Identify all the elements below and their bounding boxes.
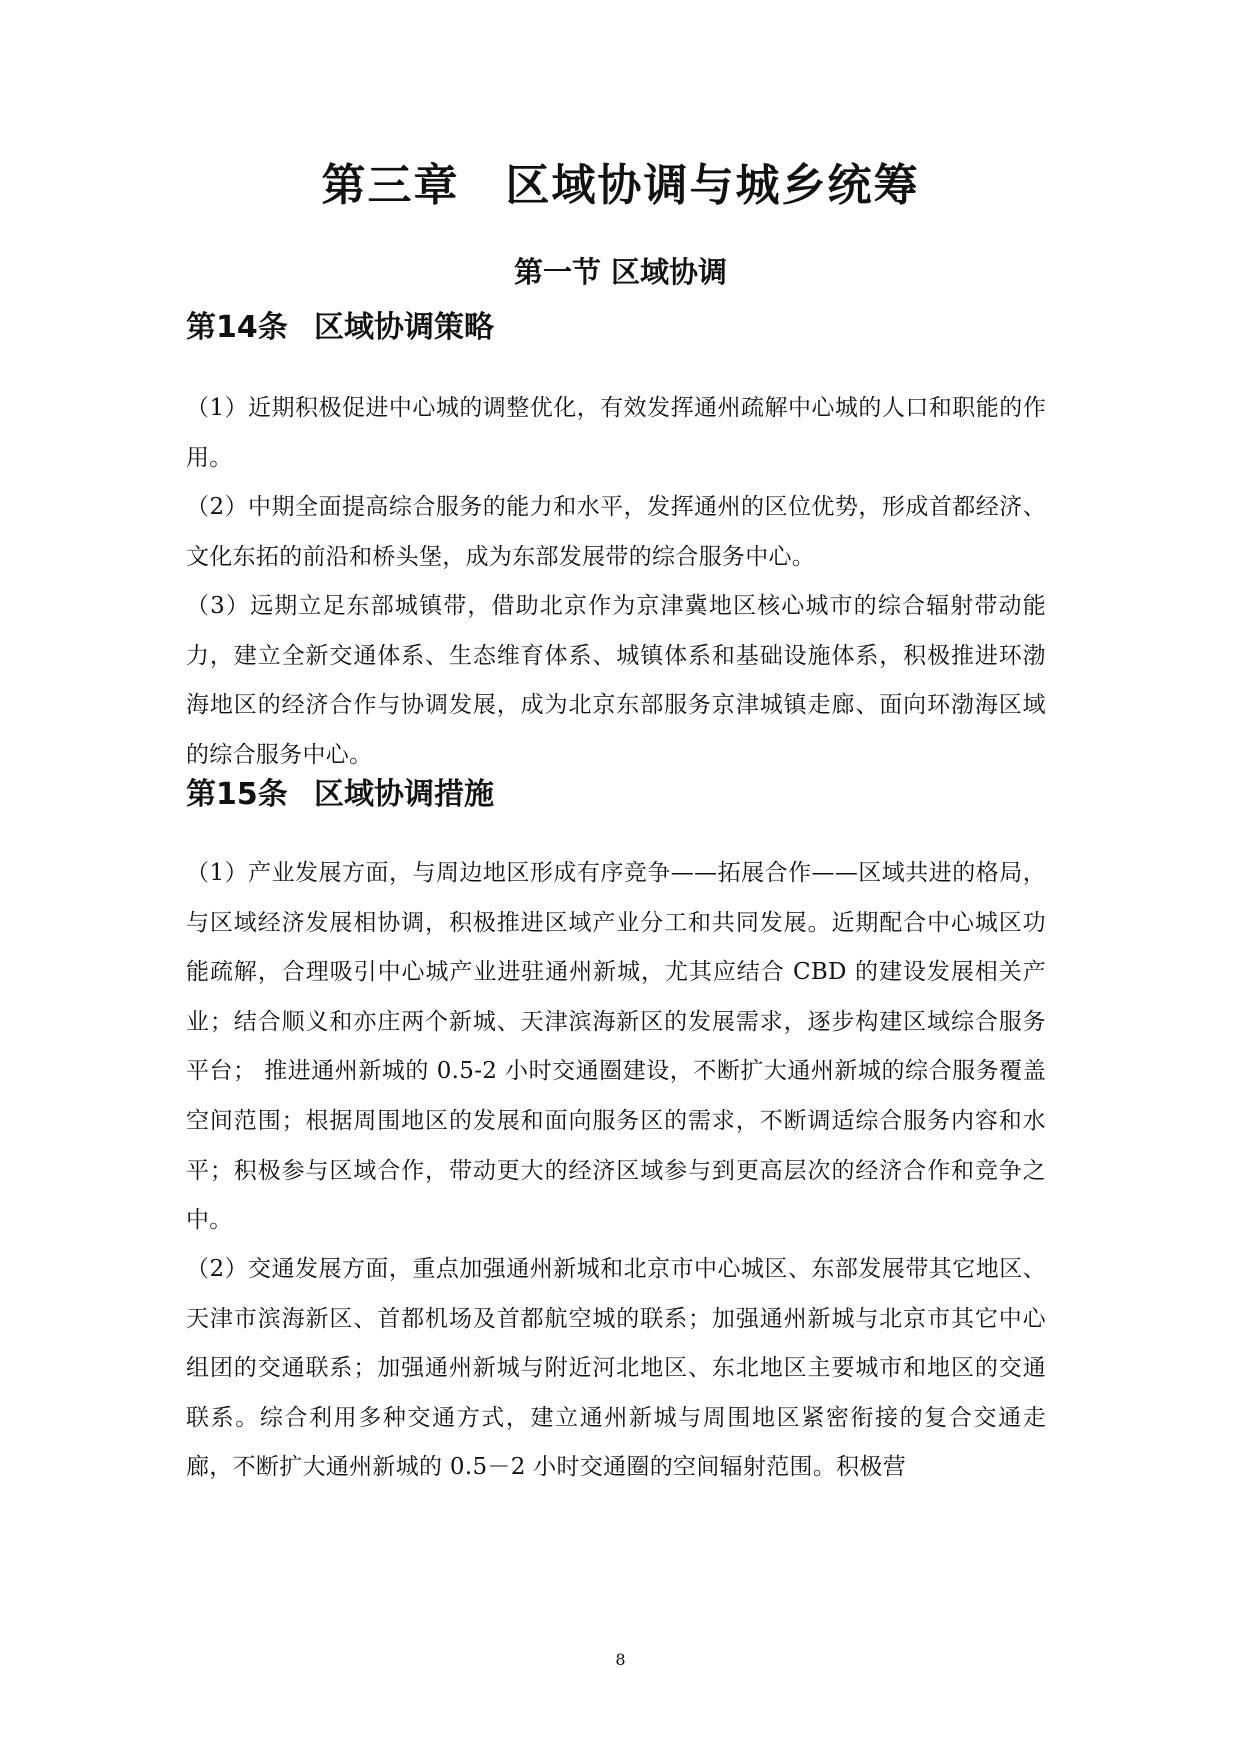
article-15-heading [186,775,494,815]
article-title: 区域协调策略 [314,310,494,345]
chapter-title: 第三章 区域协调与城乡统筹 [321,160,920,211]
article-15-paragraph-1: （1）产业发展方面，与周边地区形成有序竞争——拓展合作——区域共进的格局，与区域经济发展相协调，积极推进区域产业分工和共同发展。近期配合中心城区功能疏解，合理吸引中心城产业进驻通州新城，尤其应结合 CBD 的建设发展相关产业；结合顺义和亦庄两个新城、天津滨海新区的发展需求，逐步构建区域综合服务平台； 推进通州新城的 0.5-2 小时交通圈建设，不断扩大通州新城的综合服务覆盖空间范围；根据周围地区的发展和面向服务区的需求，不断调适综合服务内容和水平；积极参与区域合作，带动更大的经济区域参与到更高层次的经济合作和竞争之中。 [186,860,1046,1234]
article-number: 第15条 [186,777,288,812]
page-number: 8 [615,1650,626,1669]
article-title: 区域协调措施 [314,777,494,812]
article-number: 第14条 [186,310,288,345]
article-14-heading [186,308,494,348]
article-14-paragraph-3: （3）远期立足东部城镇带，借助北京作为京津冀地区核心城市的综合辐射带动能力，建立全新交通体系、生态维育体系、城镇体系和基础设施体系，积极推进环渤海地区的经济合作与协调发展，成为北京东部服务京津城镇走廊、面向环渤海区域的综合服务中心。 [186,593,1046,768]
article-14-paragraph-2: （2）中期全面提高综合服务的能力和水平，发挥通州的区位优势，形成首都经济、文化东拓的前沿和桥头堡，成为东部发展带的综合服务中心。 [186,494,1046,570]
article-14-paragraph-1: （1）近期积极促进中心城的调整优化，有效发挥通州疏解中心城的人口和职能的作用。 [186,395,1046,471]
article-15-paragraph-2: （2）交通发展方面，重点加强通州新城和北京市中心城区、东部发展带其它地区、天津市滨海新区、首都机场及首都航空城的联系；加强通州新城与北京市其它中心组团的交通联系；加强通州新城与附近河北地区、东北地区主要城市和地区的交通联系。综合利用多种交通方式，建立通州新城与周围地区紧密衔接的复合交通走廊，不断扩大通州新城的 0.5－2 小时交通圈的空间辐射范围。积极营 [186,1256,1046,1481]
section-title: 第一节 区域协调 [513,255,728,289]
